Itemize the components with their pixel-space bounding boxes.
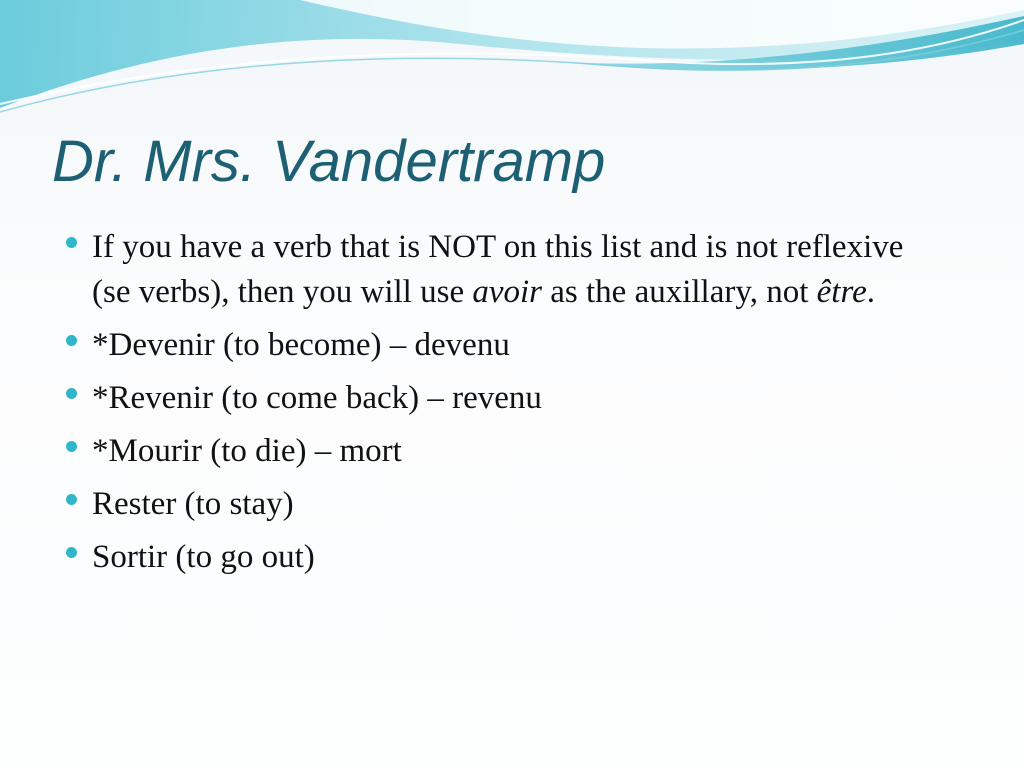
bullet-marker-icon [66,237,77,248]
bullet-marker-icon [66,494,77,505]
bullet-item [64,535,944,580]
bullet-list [64,225,944,588]
text-segment: *Revenir (to come back) – revenu [92,380,542,416]
bullet-marker-icon [66,547,77,558]
text-segment: *Mourir (to die) – mort [92,433,402,469]
bullet-text [92,539,315,575]
bullet-text [92,229,903,310]
bullet-item [64,225,944,315]
text-segment: . [866,274,875,310]
italic-term: être [816,274,867,310]
bullet-item [64,376,944,421]
bullet-text [92,486,294,522]
bullet-item [64,482,944,527]
header-wave-decoration [0,0,1024,130]
bullet-marker-icon [66,388,77,399]
bullet-item [64,429,944,474]
text-segment: as the auxillary, not [542,274,817,310]
bullet-text [92,380,542,416]
text-segment: *Devenir (to become) – devenu [92,327,510,363]
text-segment: Sortir (to go out) [92,539,315,575]
bullet-item [64,323,944,368]
text-segment: If you have a verb that is NOT on this list and is not reflexive (se verbs), then you will use [92,229,904,310]
bullet-text [92,433,402,469]
text-segment: Rester (to stay) [92,486,294,522]
bullet-marker-icon [66,335,77,346]
italic-term: avoir [472,274,543,310]
bullet-marker-icon [66,441,77,452]
slide-title: Dr. Mrs. Vandertramp [52,129,606,194]
bullet-text [92,327,510,363]
